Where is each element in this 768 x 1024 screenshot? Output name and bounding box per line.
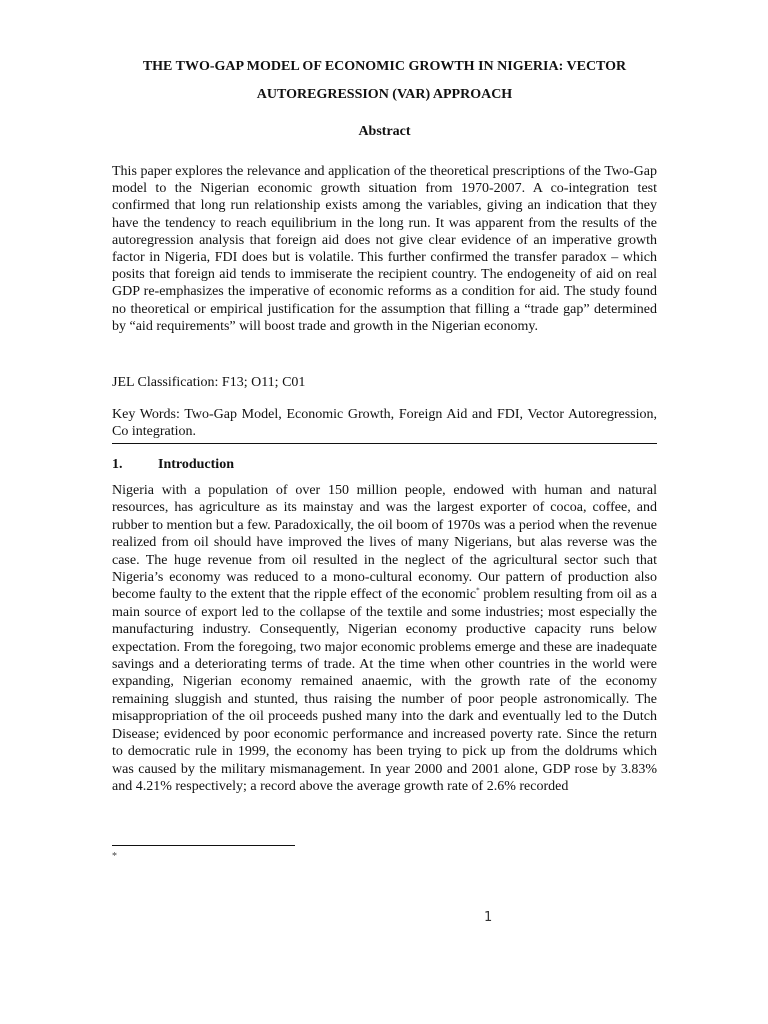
introduction-paragraph xyxy=(112,482,657,795)
footnote-mark: * xyxy=(112,851,117,862)
abstract-heading: Abstract xyxy=(358,124,411,139)
jel-classification: JEL Classification: F13; O11; C01 xyxy=(112,375,306,390)
section-number: 1. xyxy=(112,457,123,472)
intro-text-part-2: problem resulting from oil as a main source of export led to the collapse of the textile and some industries; most especially the manufacturing industry. Consequently, Nigerian economy productive capacity runs below expectation. From the foregoing, two major economic problems emerge and these are inadequate savings and a deteriorating terms of trade. At the time when other countries in the world were expanding, Nigerian economy remained anaemic, with the growth rate of the economy remaining sluggish and stunted, thus raising the number of poor people astronomically. The misappropriation of the oil proceeds pushed many into the dark and eventually led to the Dutch Disease; evidenced by poor economic performance and increased poverty rate. Since the return to democratic rule in 1999, the economy has been trying to pick up from the doldrums which was caused by the military mismanagement. In year 2000 and 2001 alone, GDP rose by 3.83% and 4.21% respectively; a record above the average growth rate of 2.6% recorded xyxy=(112,587,657,794)
footnote-separator xyxy=(112,845,295,846)
keywords: Key Words: Two-Gap Model, Economic Growth, Foreign Aid and FDI, Vector Autoregression, Co integration. xyxy=(112,407,657,440)
abstract-text: This paper explores the relevance and application of the theoretical prescriptions of the Two-Gap model to the Nigerian economic growth situation from 1970-2007. A co-integration test confirmed that long run relationship exists among the variables, giving an indication that they have the tendency to reach equilibrium in the long run. It was apparent from the results of the autoregression analysis that foreign aid does not give clear evidence of an imperative growth factor in Nigeria, FDI does but is volatile. This further confirmed the transfer paradox – which posits that foreign aid tends to immiserate the recipient country. The endogeneity of aid on real GDP re-emphasizes the imperative of economic reforms as a condition for aid. The study found no theoretical or empirical justification for the assumption that filling a “trade gap” determined by “aid requirements” will boost trade and growth in the Nigerian economy. xyxy=(112,164,657,334)
intro-text-part-1: Nigeria with a population of over 150 million people, endowed with human and natural resources, has agriculture as its mainstay and was the largest exporter of cocoa, coffee, and rubber to mention but a few. Paradoxically, the oil boom of 1970s was a period when the revenue realized from oil should have improved the lives of many Nigerians, but alas reverse was the case. The huge revenue from oil resulted in the neglect of the agricultural sector such that Nigeria’s economy was reduced to a mono-cultural economy. Our pattern of production also become faulty to the extent that the ripple effect of the economic xyxy=(112,483,657,603)
section-divider xyxy=(112,443,657,444)
title-line-1: THE TWO-GAP MODEL OF ECONOMIC GROWTH IN NIGERIA: VECTOR xyxy=(142,59,627,74)
page-number: 1 xyxy=(484,910,493,925)
footnote-reference[interactable]: * xyxy=(476,586,480,595)
title-line-2: AUTOREGRESSION (VAR) APPROACH xyxy=(256,87,513,102)
section-title: Introduction xyxy=(158,457,234,472)
section-heading-introduction xyxy=(112,457,234,473)
paper-title xyxy=(112,53,657,109)
